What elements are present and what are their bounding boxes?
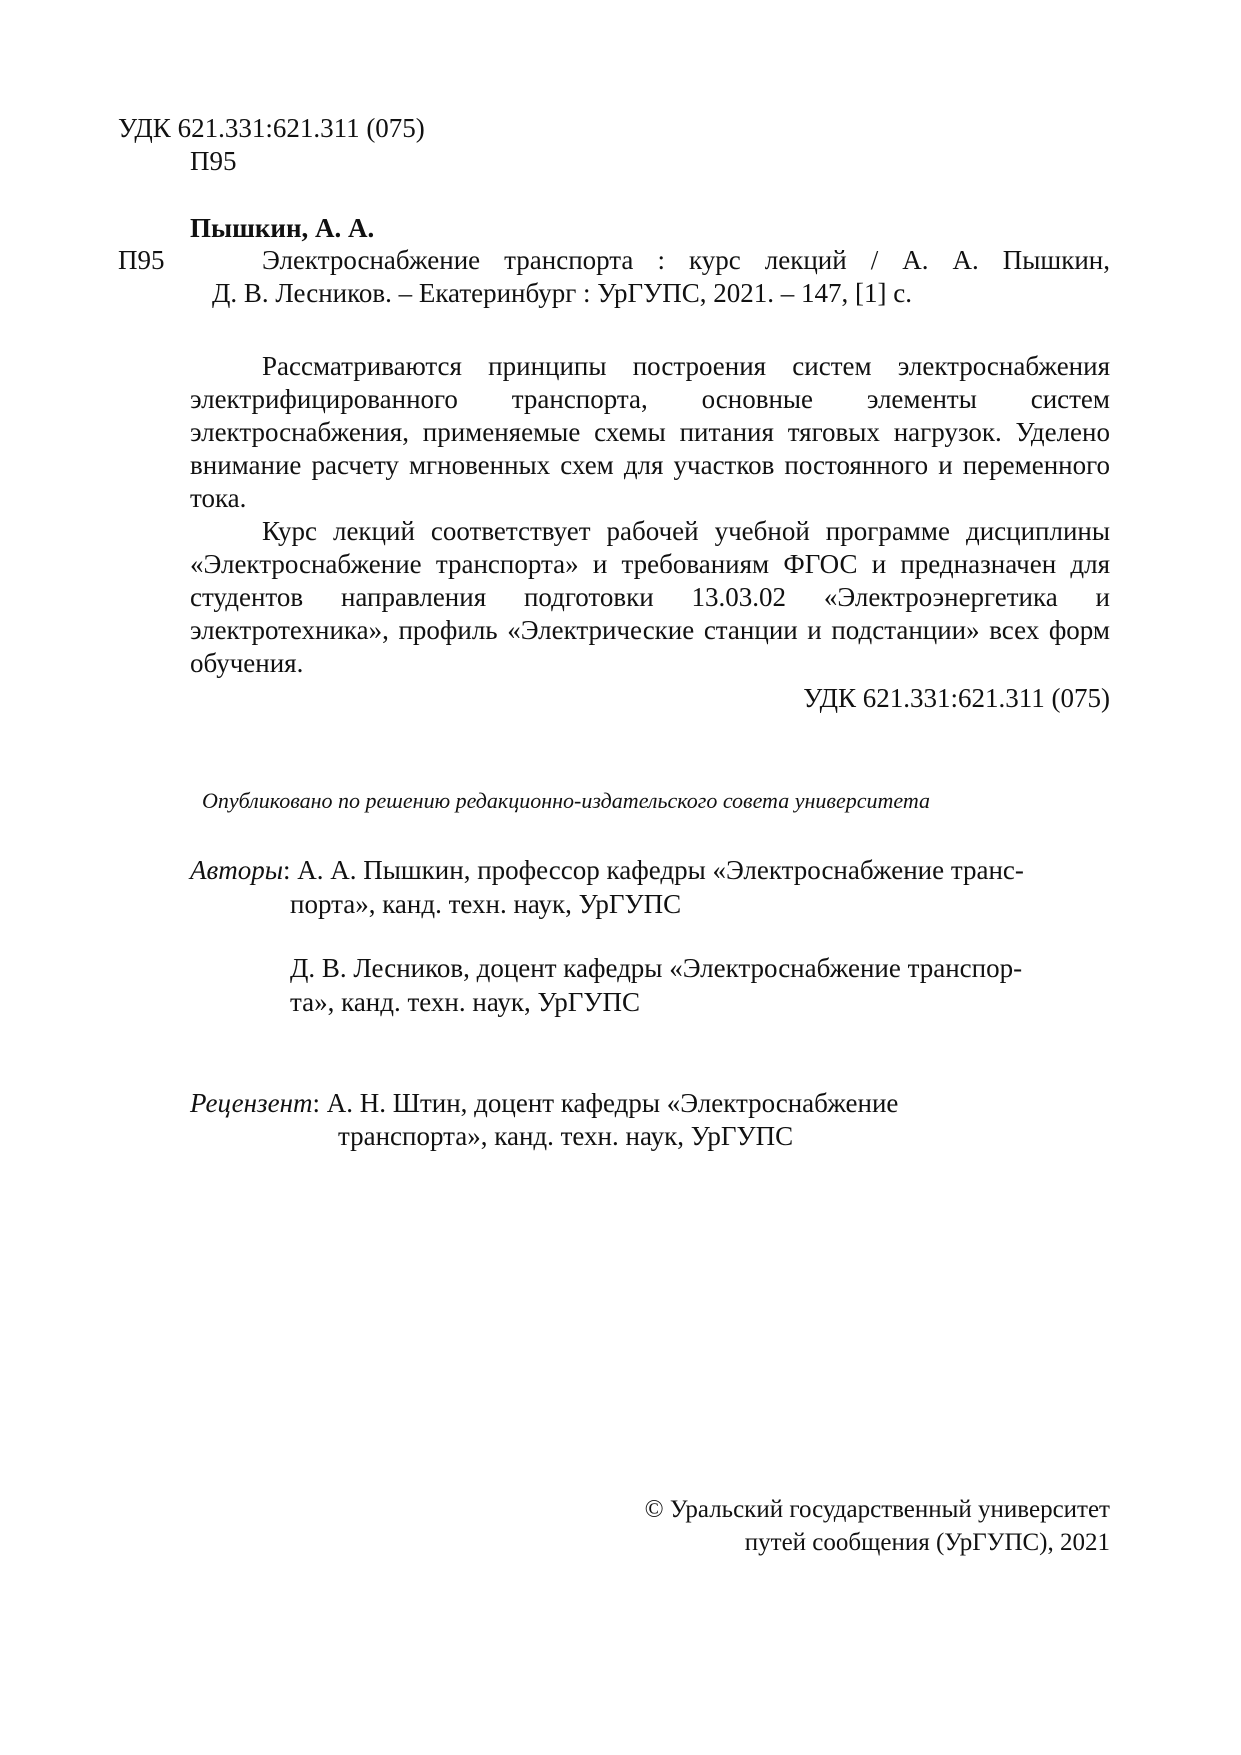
reviewer-label: Рецензент xyxy=(190,1088,313,1118)
author-1-line-2: порта», канд. техн. наук, УрГУПС xyxy=(290,889,682,919)
reviewer-line-2: транспорта», канд. техн. наук, УрГУПС xyxy=(338,1121,794,1151)
abstract-paragraph-1: Рассматриваются принципы построения систем электроснабжения электрифицированного транспорта, основные элементы систем электроснабжения, применяемые схемы питания тяговых нагрузок. Уделено внимание расчету мгновенных схем для участков постоянного и переменного тока. xyxy=(190,351,1110,513)
bibliographic-line-1: Электроснабжение транспорта : курс лекций / А. А. Пышкин, xyxy=(262,245,1110,275)
publication-note: Опубликовано по решению редакционно-издательского совета университета xyxy=(202,788,930,813)
copyright-line-1: © Уральский государственный университет xyxy=(644,1496,1110,1523)
author-2-line-2: та», канд. техн. наук, УрГУПС xyxy=(290,987,641,1017)
author-sign-code: П95 xyxy=(118,245,165,275)
reviewer-line-1: : А. Н. Штин, доцент кафедры «Электроснабжение xyxy=(312,1088,899,1118)
copyright-line-2: путей сообщения (УрГУПС), 2021 xyxy=(744,1529,1110,1556)
udk-code-bottom: УДК 621.331:621.311 (075) xyxy=(803,683,1110,713)
author-2-line-1: Д. В. Лесников, доцент кафедры «Электроснабжение транспор- xyxy=(290,953,1023,983)
bibliographic-line-2: Д. В. Лесников. – Екатеринбург : УрГУПС, 2021. – 147, [1] с. xyxy=(212,278,912,308)
udk-code-top: УДК 621.331:621.311 (075) xyxy=(118,113,425,143)
bbk-code: П95 xyxy=(190,146,237,176)
abstract xyxy=(190,350,1110,680)
abstract-paragraph-2: Курс лекций соответствует рабочей учебной программе дисциплины «Электроснабжение транспорта» и требованиям ФГОС и предназначен для студентов направления подготовки 13.03.02 «Электроэнергетика и электротехника», профиль «Электрические станции и подстанции» всех форм обучения. xyxy=(190,516,1110,678)
authors-block-line-1 xyxy=(190,854,1024,887)
author-heading: Пышкин, А. А. xyxy=(190,213,375,243)
reviewer-block-line-1 xyxy=(190,1087,898,1120)
authors-label: Авторы xyxy=(190,855,283,885)
author-1-line-1: : А. А. Пышкин, профессор кафедры «Электроснабжение транс- xyxy=(283,855,1024,885)
